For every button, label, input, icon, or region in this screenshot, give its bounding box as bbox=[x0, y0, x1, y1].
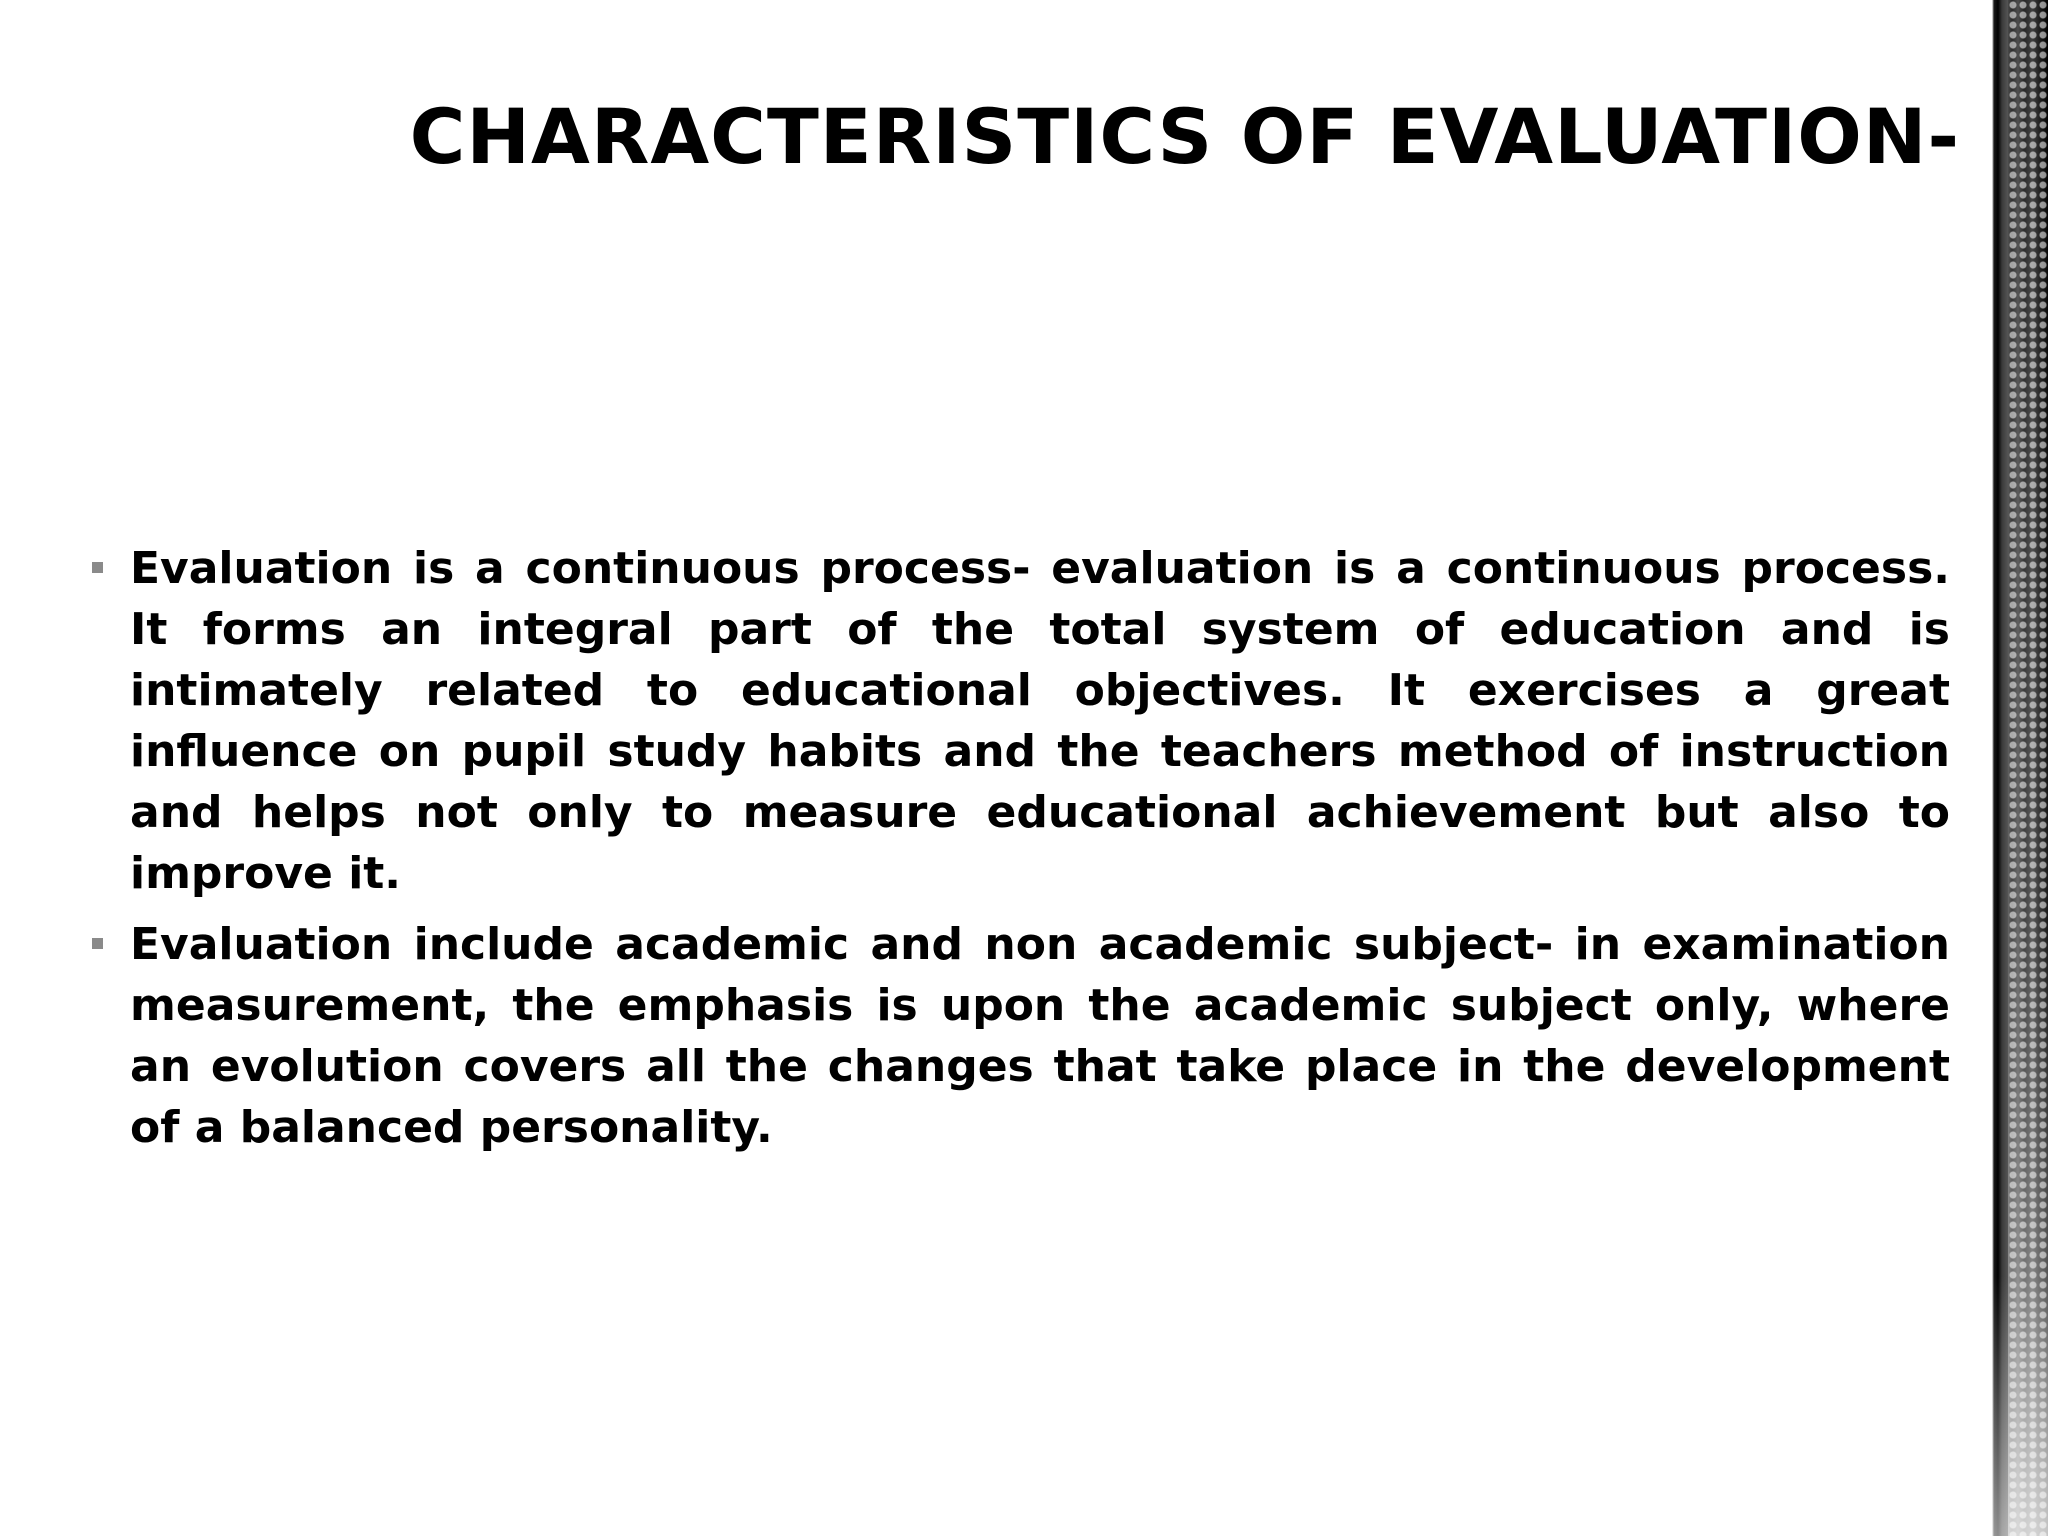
square-bullet-icon bbox=[92, 562, 103, 573]
bullet-item bbox=[90, 538, 1950, 904]
bullet-item bbox=[90, 914, 1950, 1158]
bullet-text: Evaluation is a continuous process- evaluation is a continuous process. It forms an integral part of the total system of education and is intimately related to educational objectives. It exercises a great influence on pupil study habits and the teachers method of instruction and helps not only to measure educational achievement but also to improve it. bbox=[130, 543, 1950, 899]
border-fade bbox=[1982, 1276, 2048, 1536]
slide-title: CHARACTERISTICS OF EVALUATION- bbox=[409, 92, 1960, 181]
bullet-text: Evaluation include academic and non academic subject- in examination measurement, the emphasis is upon the academic subject only, where an evolution covers all the changes that take place in the development of a balanced personality. bbox=[130, 919, 1950, 1153]
bullet-list bbox=[90, 538, 1950, 1168]
decorative-right-border bbox=[1982, 0, 2048, 1536]
square-bullet-icon bbox=[92, 938, 103, 949]
